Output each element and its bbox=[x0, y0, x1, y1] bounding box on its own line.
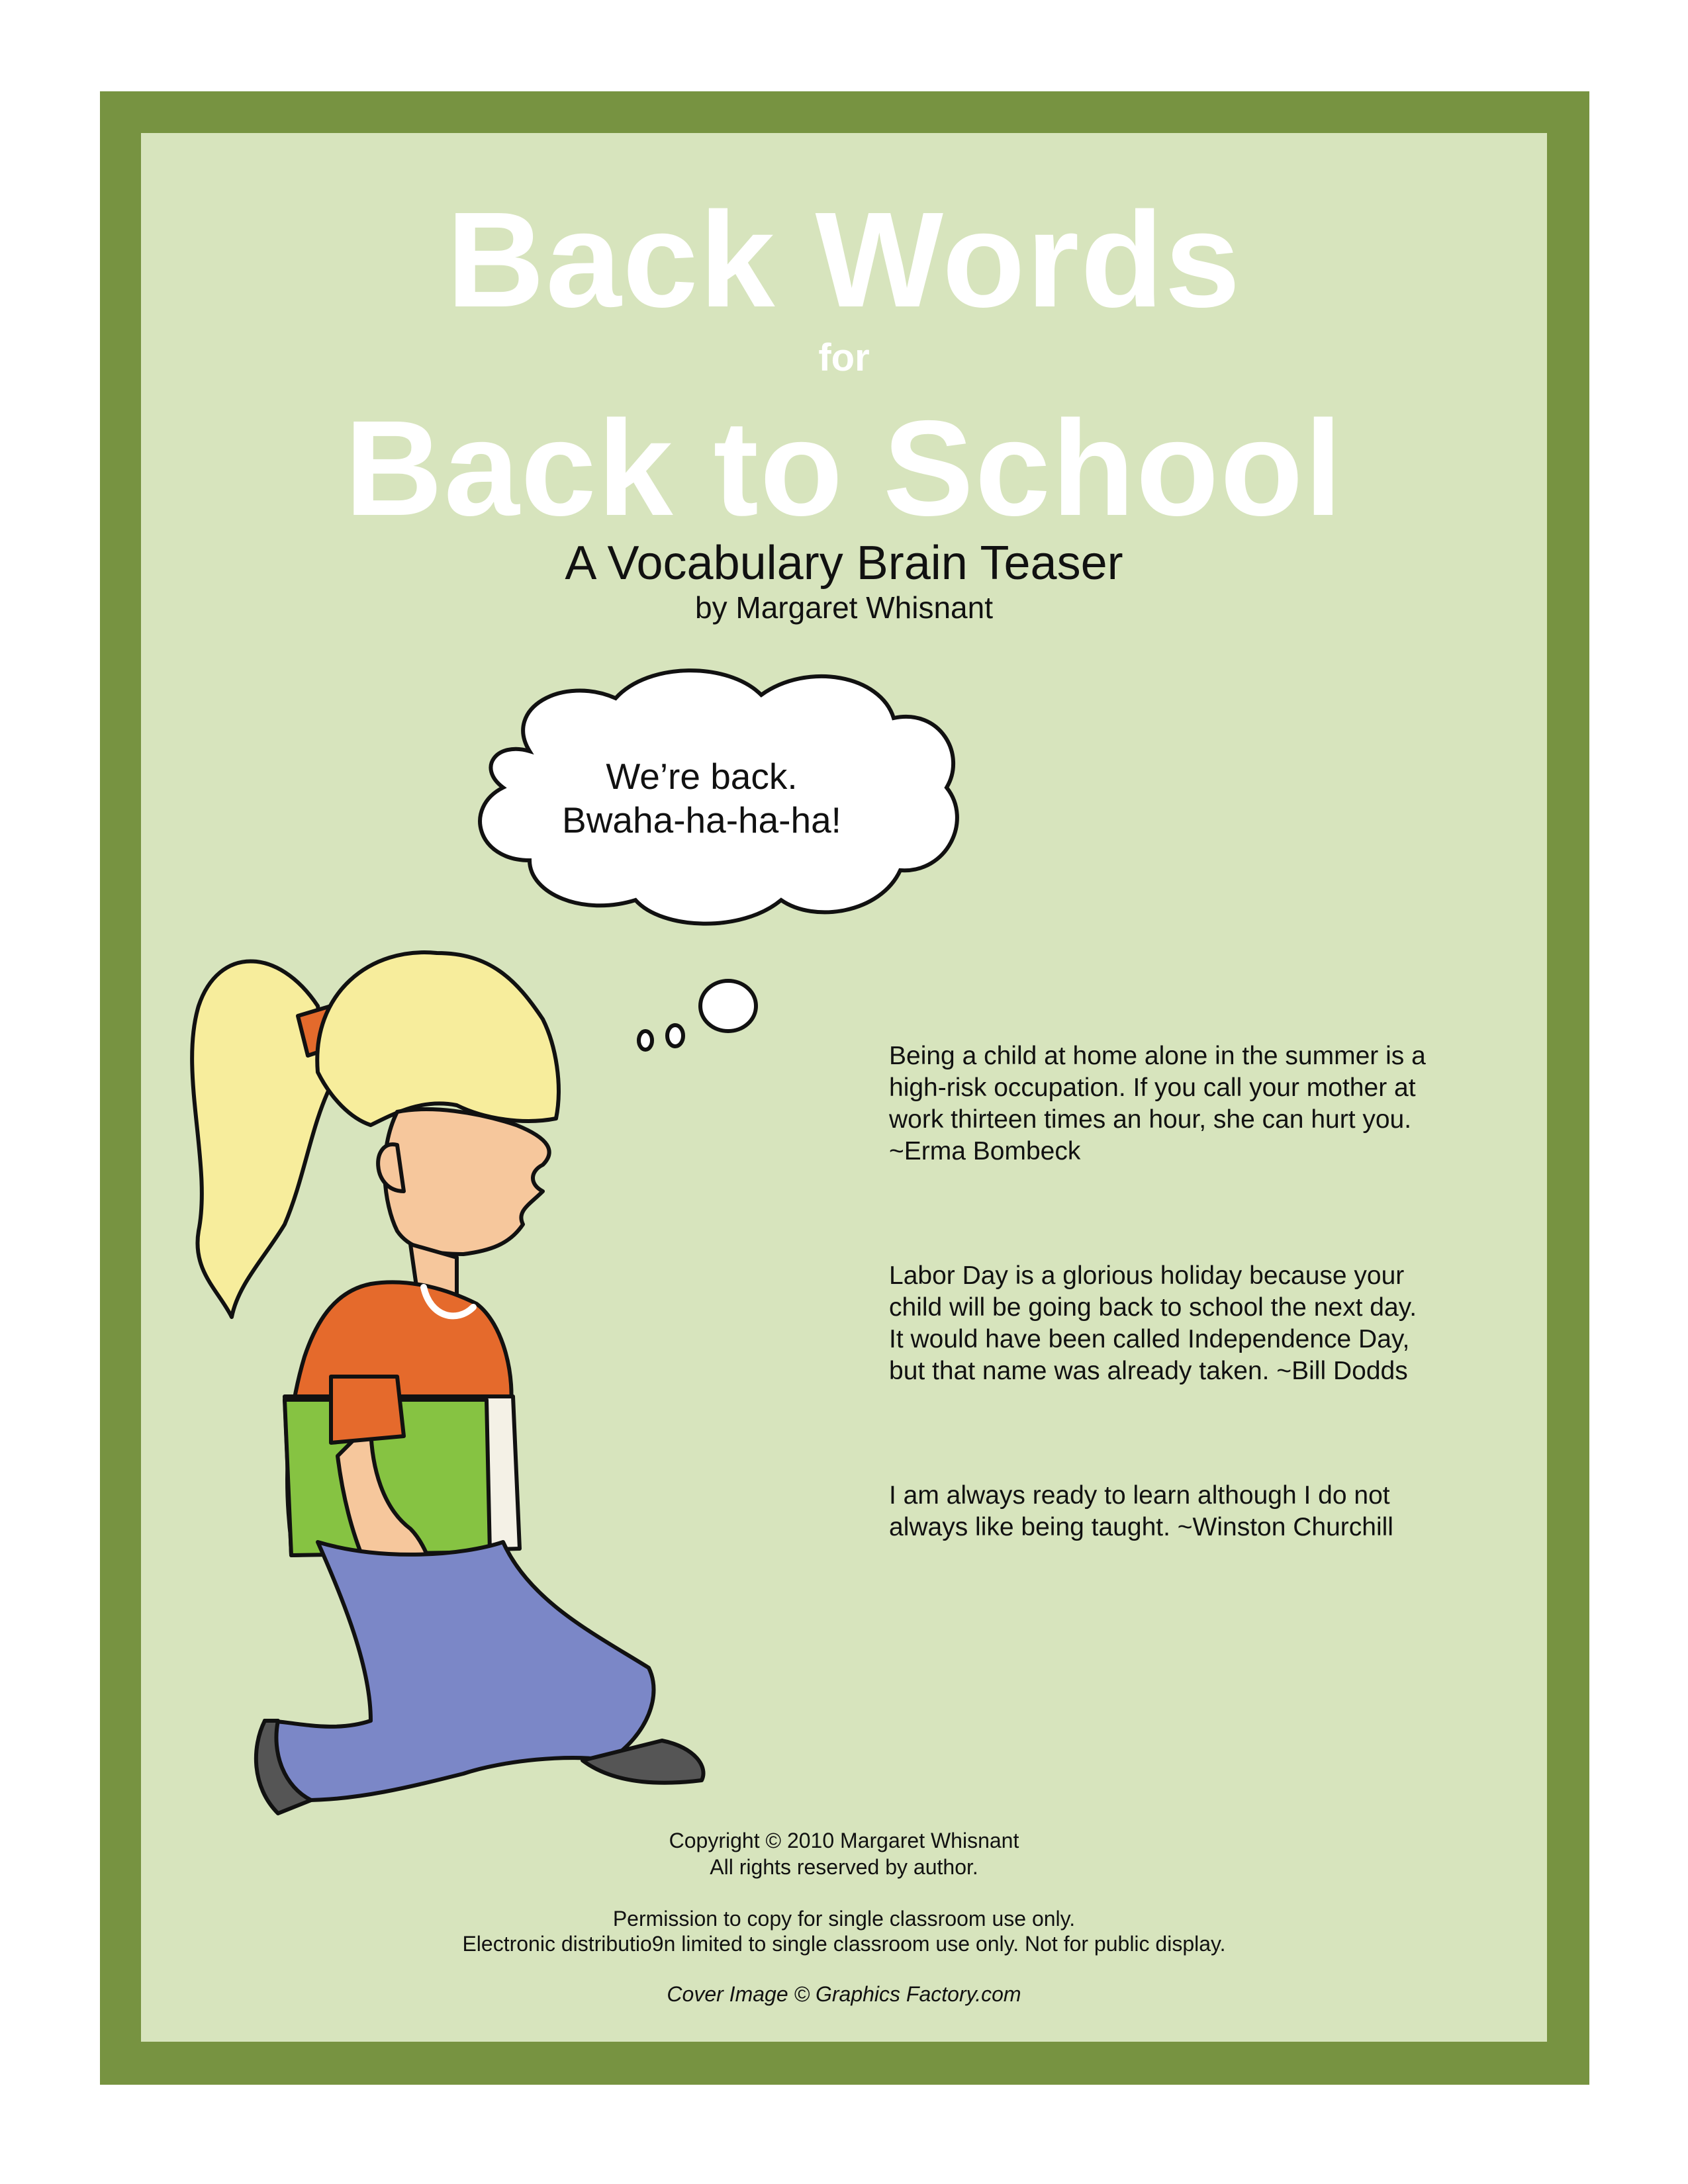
title-for: for bbox=[818, 336, 870, 379]
quote-bill-dodds: Labor Day is a glorious holiday because your child will be going back to school the next day. It would have been called Independence Day, but that name was already taken. ~Bill Dodds bbox=[889, 1261, 1417, 1385]
thought-bubble-text bbox=[516, 754, 887, 842]
quote-winston-churchill: I am always ready to learn although I do not always like being taught. ~Winston Churchill bbox=[889, 1481, 1393, 1541]
author-byline: by Margaret Whisnant bbox=[695, 590, 993, 625]
thought-line-1: We’re back. bbox=[606, 756, 798, 797]
title-back-words: Back Words bbox=[446, 184, 1242, 336]
thought-line-2: Bwaha-ha-ha-ha! bbox=[562, 799, 841, 841]
distribution-notice: Electronic distributio9n limited to single classroom use only. Not for public display. bbox=[462, 1932, 1226, 1956]
subtitle: A Vocabulary Brain Teaser bbox=[565, 537, 1123, 590]
cover-image-credit: Cover Image © Graphics Factory.com bbox=[667, 1982, 1021, 2006]
permission-notice: Permission to copy for single classroom use only. bbox=[612, 1907, 1076, 1931]
thought-bubble-icon bbox=[480, 670, 957, 1050]
copyright-notice: Copyright © 2010 Margaret Whisnant bbox=[669, 1829, 1019, 1852]
cartoon-girl-icon bbox=[192, 952, 703, 1813]
quote-erma-bombeck: Being a child at home alone in the summer is a high-risk occupation. If you call your mother at work thirteen times an hour, she can hurt you. ~Erma Bombeck bbox=[889, 1042, 1426, 1165]
title-back-to-school: Back to School bbox=[344, 392, 1344, 544]
rights-notice: All rights reserved by author. bbox=[710, 1855, 978, 1879]
